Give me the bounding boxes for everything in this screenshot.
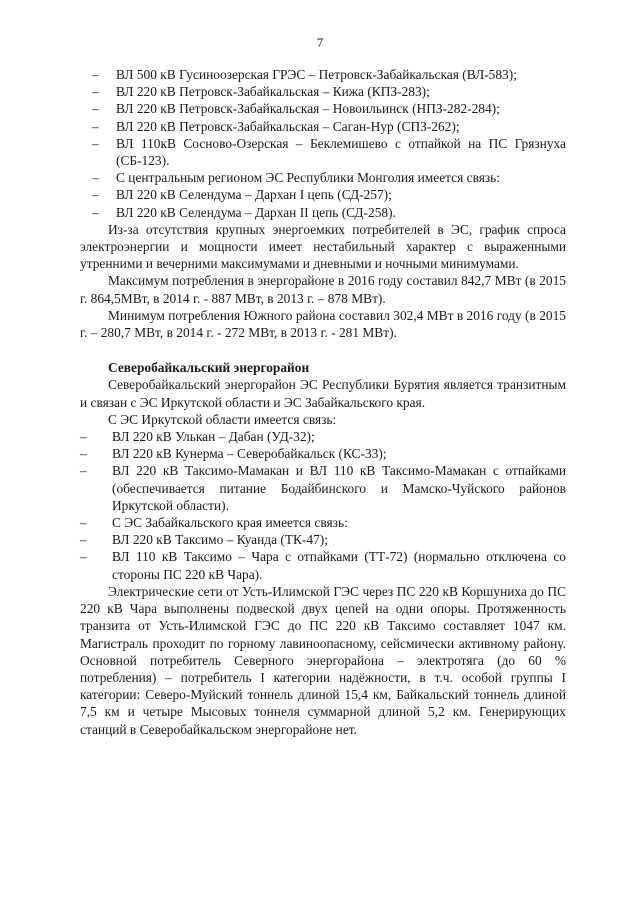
dash-marker: –: [80, 446, 87, 462]
dash-marker: –: [80, 532, 87, 548]
dash-marker: –: [80, 429, 87, 445]
paragraph: Электрические сети от Усть-Илимской ГЭС через ПС 220 кВ Коршуниха до ПС 220 кВ Чара выполнены подвеской двух цепей на одни опоры. Протяженность транзита от Усть-Илимской ГЭС до ПС 220 кВ Таксимо составляет 1047 км. Магистраль проходит по горному лавиноопасному, сейсмически активному району. Основной потребитель Северного энергорайона – электротяга (до 60 % потребления) – потребитель I категории надёжности, в т.ч. особой группы I категории: Северо-Муйский тоннель длиной 15,4 км, Байкальский тоннель длиной 7,5 км и четыре Мысовых тоннеля суммарной длиной 5,2 км. Генерирующих станций в Северобайкальском энергорайоне нет.: [80, 583, 566, 737]
dash-marker: –: [92, 187, 99, 203]
list-item: – ВЛ 220 кВ Петровск-Забайкальская – Новоильинск (НПЗ-282-284);: [80, 100, 566, 117]
list-item: – ВЛ 220 кВ Селендума – Дархан I цепь (СД-257);: [80, 186, 566, 203]
list-item: – С ЭС Забайкальского края имеется связь:: [80, 515, 348, 531]
paragraph: Северобайкальский энергорайон ЭС Республики Бурятия является транзитным и связан с ЭС Иркутской области и ЭС Забайкальского края.: [80, 377, 566, 410]
dash-marker: –: [92, 135, 99, 151]
list-item: – ВЛ 220 кВ Таксимо – Куанда (ТК-47);: [80, 532, 328, 548]
list-item: – ВЛ 220 кВ Петровск-Забайкальская – Саган-Нур (СПЗ-262);: [80, 118, 566, 135]
dash-marker: –: [92, 170, 99, 186]
document-body: [80, 66, 566, 738]
list-connections-south: [80, 66, 566, 221]
dash-marker: –: [80, 549, 87, 565]
list-item: – ВЛ 220 кВ Улькан – Дабан (УД-32);: [80, 429, 315, 445]
section-heading: Северобайкальский энергорайон: [108, 360, 310, 376]
list-item: – С центральным регионом ЭС Республики Монголия имеется связь:: [80, 169, 566, 186]
dash-marker: –: [92, 101, 99, 117]
dash-marker: –: [92, 118, 99, 134]
dash-marker: –: [80, 463, 87, 479]
list-item: – ВЛ 220 кВ Таксимо-Мамакан и ВЛ 110 кВ Таксимо-Мамакан с отпайками (обеспечивается питание Бодайбинского и Мамско-Чуйского районов Иркутской области).: [80, 463, 566, 513]
dash-marker: –: [80, 515, 87, 531]
list-item: – ВЛ 110 кВ Таксимо – Чара с отпайками (ТТ-72) (нормально отключена со стороны ПС 220 кВ Чара).: [80, 549, 566, 582]
paragraph: Максимум потребления в энергорайоне в 2016 году составил 842,7 МВт (в 2015 г. 864,5МВт, в 2014 г. - 887 МВт, в 2013 г. – 878 МВт).: [80, 273, 566, 306]
dash-marker: –: [92, 204, 99, 220]
paragraph: Из-за отсутствия крупных энергоемких потребителей в ЭС, график спроса электроэнергии и мощности имеет нестабильный характер с выраженными утренними и вечерними максимумами и дневными и ночными минимумами.: [80, 221, 566, 272]
dash-marker: –: [92, 67, 99, 82]
paragraph: С ЭС Иркутской области имеется связь:: [108, 411, 337, 427]
list-item: – ВЛ 220 кВ Селендума – Дархан II цепь (СД-258).: [80, 204, 566, 221]
list-item: – ВЛ 220 кВ Петровск-Забайкальская – Кижа (КПЗ-283);: [80, 83, 566, 100]
paragraph: Минимум потребления Южного района составил 302,4 МВт в 2016 году (в 2015 г. – 280,7 МВт, в 2014 г. - 272 МВт, в 2013 г. - 281 МВт).: [80, 307, 566, 341]
list-item: – ВЛ 500 кВ Гусиноозерская ГРЭС – Петровск-Забайкальская (ВЛ-583);: [80, 66, 566, 83]
page-number: 7: [316, 35, 324, 50]
list-item: – ВЛ 220 кВ Кунерма – Северобайкальск (КС-33);: [80, 446, 387, 462]
dash-marker: –: [92, 84, 99, 100]
list-connections-north: [80, 428, 566, 583]
list-item: – ВЛ 110кВ Сосново-Озерская – Беклемишево с отпайкой на ПС Грязнуха (СБ-123).: [80, 135, 566, 169]
